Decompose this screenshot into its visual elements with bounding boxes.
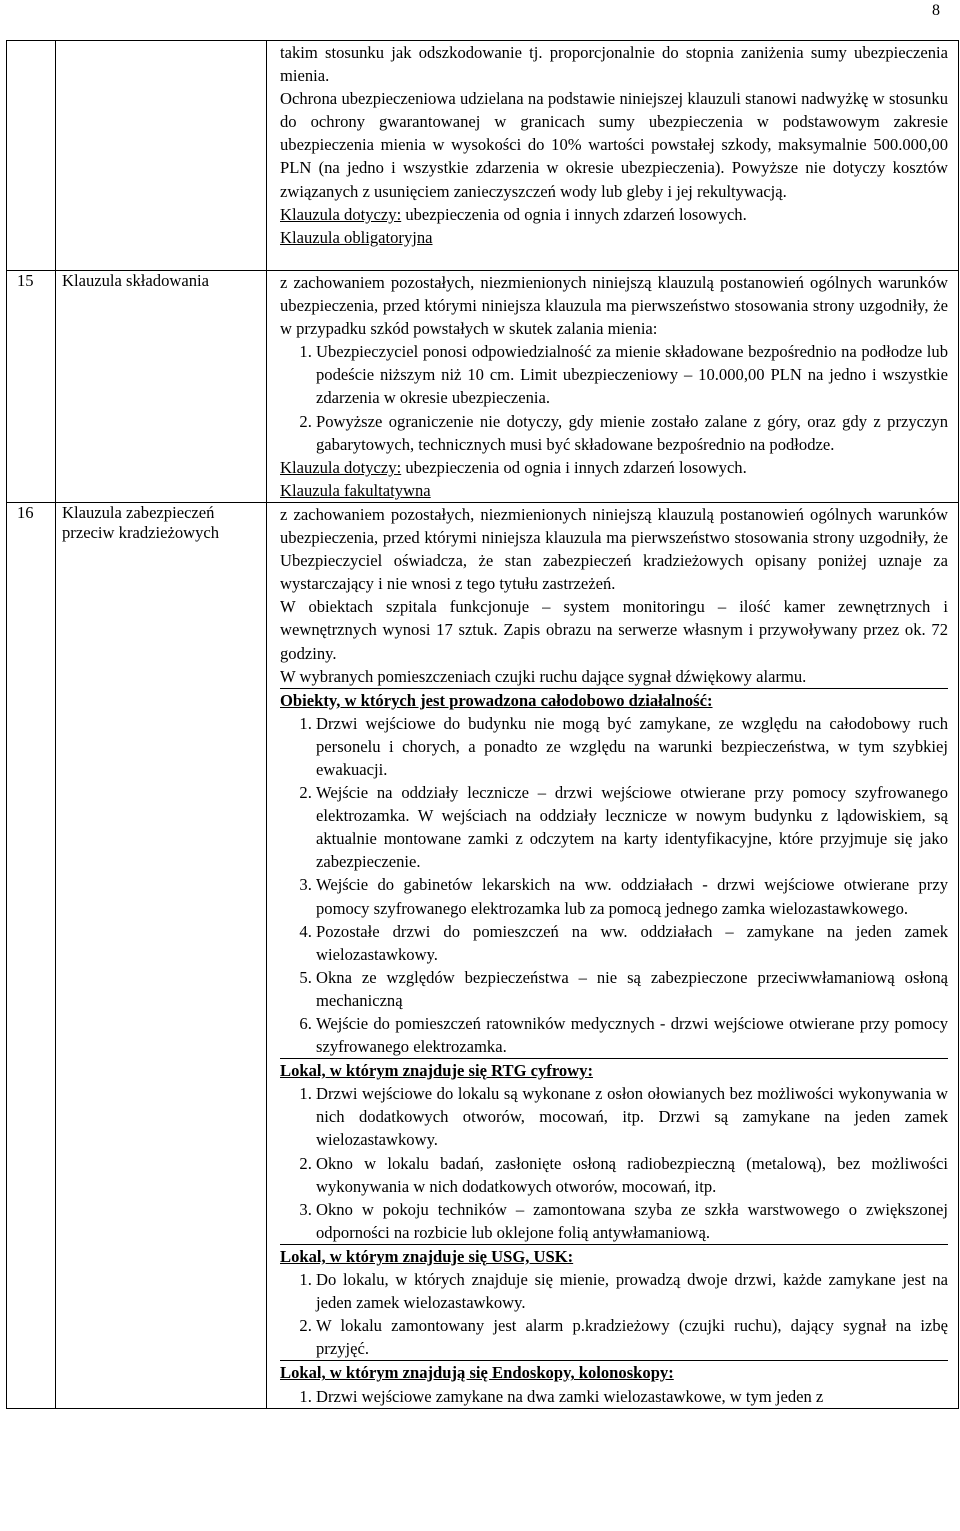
table-row bbox=[7, 271, 959, 503]
applies-value: ubezpieczenia od ognia i innych zdarzeń losowych. bbox=[401, 204, 747, 224]
list-item: 2. Wejście na oddziały lecznicze – drzwi wejściowe otwierane przy pomocy szyfrowanego elektrozamka. W wejściach na oddziały lecznicze w nowym budynku z lądowiskiem, są aktualnie montowane zamki z odczytem na karty identyfikacyjne, które przyjmuje się jako zabezpieczenie. bbox=[316, 781, 948, 873]
row-name: Klauzula składowania bbox=[56, 271, 267, 503]
list-item: 2. Okno w lokalu badań, zasłonięte osłoną radiobezpieczną (metalową), bez możliwości wykonywania w nich dodatkowych otworów, mocowań, itp. bbox=[316, 1152, 948, 1198]
list-item: 5. Okna ze względów bezpieczeństwa – nie są zabezpieczone przeciwwłamaniową osłoną mechaniczną bbox=[316, 966, 948, 1012]
table-row bbox=[7, 41, 959, 271]
list-item: 2. W lokalu zamontowany jest alarm p.kradzieżowy (czujki ruchu), dający sygnał na izbę przyjęć. bbox=[316, 1314, 948, 1360]
clause-type bbox=[280, 479, 948, 502]
clauses-table bbox=[6, 40, 959, 1409]
list-item: 6. Wejście do pomieszczeń ratowników medycznych - drzwi wejściowe otwierane przy pomocy szyfrowanego elektrozamka. bbox=[316, 1012, 948, 1058]
page-number: 8 bbox=[932, 2, 940, 19]
section-list bbox=[280, 1268, 948, 1360]
section-list bbox=[280, 712, 948, 1058]
clause-text: takim stosunku jak odszkodowanie tj. proporcjonalnie do stopnia zaniżenia sumy ubezpieczenia mienia. bbox=[280, 43, 948, 86]
section-heading: Lokal, w którym znajdują się Endoskopy, kolonoskopy: bbox=[280, 1360, 948, 1384]
clause-text: z zachowaniem pozostałych, niezmienionych niniejszą klauzulą postanowień ogólnych warunków ubezpieczenia, przed którymi niniejsza klauzula ma pierwszeństwo stosowania strony uzgodniły, że w przypadku szkód powstałych w skutek zalania mienia: bbox=[280, 273, 948, 339]
table-row bbox=[7, 502, 959, 1408]
section-heading: Lokal, w którym znajduje się RTG cyfrowy: bbox=[280, 1058, 948, 1082]
list-item: 2. Powyższe ograniczenie nie dotyczy, gdy mienie zostało zalane z góry, oraz gdy z przyczyn gabarytowych, technicznych musi być składowane bezpośrednio na podłodze. bbox=[316, 410, 948, 456]
clause-applies bbox=[280, 203, 948, 226]
row-number: 16 bbox=[7, 502, 56, 1408]
clause-text: z zachowaniem pozostałych, niezmienionych niniejszą klauzulą postanowień ogólnych warunków ubezpieczenia, przed którymi niniejsza klauzula ma pierwszeństwo stosowania strony uzgodniły, że Ubezpieczyciel oświadcza, że stan zabezpieczeń kradzieżowych opisany poniżej uznaje za wystarczający i nie wnosi z tego tytułu zastrzeżeń. bbox=[280, 504, 948, 594]
clause-applies bbox=[280, 456, 948, 479]
clause-type-label: Klauzula obligatoryjna bbox=[280, 227, 433, 247]
row-body-cell bbox=[267, 271, 959, 503]
clause-text: Ochrona ubezpieczeniowa udzielana na podstawie niniejszej klauzuli stanowi nadwyżkę w stosunku do ochrony gwarantowanej w granicach sumy ubezpieczenia w podstawowym zakresie ubezpieczenia mienia w wysokości do 10% wartości powstałej szkody, maksymalnie 500.000,00 PLN (na jedno i wszystkie zdarzenia w okresie ubezpieczenia). Powyższe nie dotyczy kosztów związanych z usunięciem zanieczyszczeń wody lub gleby i jej rekultywacją. bbox=[280, 89, 948, 201]
row-body-cell bbox=[267, 41, 959, 271]
list-item: 3. Okno w pokoju techników – zamontowana szyba ze szkła warstwowego o zwiększonej odporności na rozbicie lub oklejone folią antywłamaniową. bbox=[316, 1198, 948, 1244]
list-item: 1. Do lokalu, w których znajduje się mienie, prowadzą dwoje drzwi, każde zamykane jest na jeden zamek wielozastawkowy. bbox=[316, 1268, 948, 1314]
clause-type bbox=[280, 226, 948, 249]
row-body-cell bbox=[267, 502, 959, 1408]
clause-type-label: Klauzula fakultatywna bbox=[280, 480, 431, 500]
list-item: 1. Drzwi wejściowe zamykane na dwa zamki wielozastawkowe, w tym jeden z bbox=[316, 1385, 948, 1408]
applies-value: ubezpieczenia od ognia i innych zdarzeń losowych. bbox=[401, 457, 747, 477]
section-list bbox=[280, 1082, 948, 1244]
list-item: 1. Drzwi wejściowe do lokalu są wykonane z osłon ołowianych bez możliwości wykonywania w nich dodatkowych otworów, mocowań, itp. Drzwi są zamykane na jeden zamek wielozastawkowy. bbox=[316, 1082, 948, 1151]
section-heading: Obiekty, w których jest prowadzona całodobowo działalność: bbox=[280, 688, 948, 712]
row-number: 15 bbox=[7, 271, 56, 503]
monitoring-text: W obiektach szpitala funkcjonuje – system monitoringu – ilość kamer zewnętrznych i wewnętrznych wynosi 17 sztuk. Zapis obrazu na serwerze własnym i przywoływany przez ok. 72 godziny. bbox=[280, 597, 948, 663]
section-heading: Lokal, w którym znajduje się USG, USK: bbox=[280, 1244, 948, 1268]
applies-label: Klauzula dotyczy: bbox=[280, 457, 402, 477]
clause-list bbox=[280, 340, 948, 455]
list-item: 4. Pozostałe drzwi do pomieszczeń na ww. oddziałach – zamykane na jeden zamek wielozastawkowy. bbox=[316, 920, 948, 966]
applies-label: Klauzula dotyczy: bbox=[280, 204, 402, 224]
row-name-cell bbox=[56, 41, 267, 271]
list-item: 3. Wejście do gabinetów lekarskich na ww. oddziałach - drzwi wejściowe otwierane przy pomocy szyfrowanego elektrozamka lub za pomocą jednego zamka wielozastawkowego. bbox=[316, 873, 948, 919]
row-number-cell bbox=[7, 41, 56, 271]
row-name: Klauzula zabezpieczeń przeciw kradzieżowych bbox=[56, 502, 267, 1408]
section-list bbox=[280, 1385, 948, 1408]
list-item: 1. Drzwi wejściowe do budynku nie mogą być zamykane, ze względu na całodobowy ruch personelu i chorych, a ponadto ze względu na warunki bezpieczeństwa, w tym szybkiej ewakuacji. bbox=[316, 712, 948, 781]
list-item: 1. Ubezpieczyciel ponosi odpowiedzialność za mienie składowane bezpośrednio na podłodze lub podeście niższym niż 10 cm. Limit ubezpieczeniowy – 10.000,00 PLN na jedno i wszystkie zdarzenia w okresie ubezpieczenia. bbox=[316, 340, 948, 409]
sensors-text: W wybranych pomieszczeniach czujki ruchu dające sygnał dźwiękowy alarmu. bbox=[280, 666, 807, 686]
